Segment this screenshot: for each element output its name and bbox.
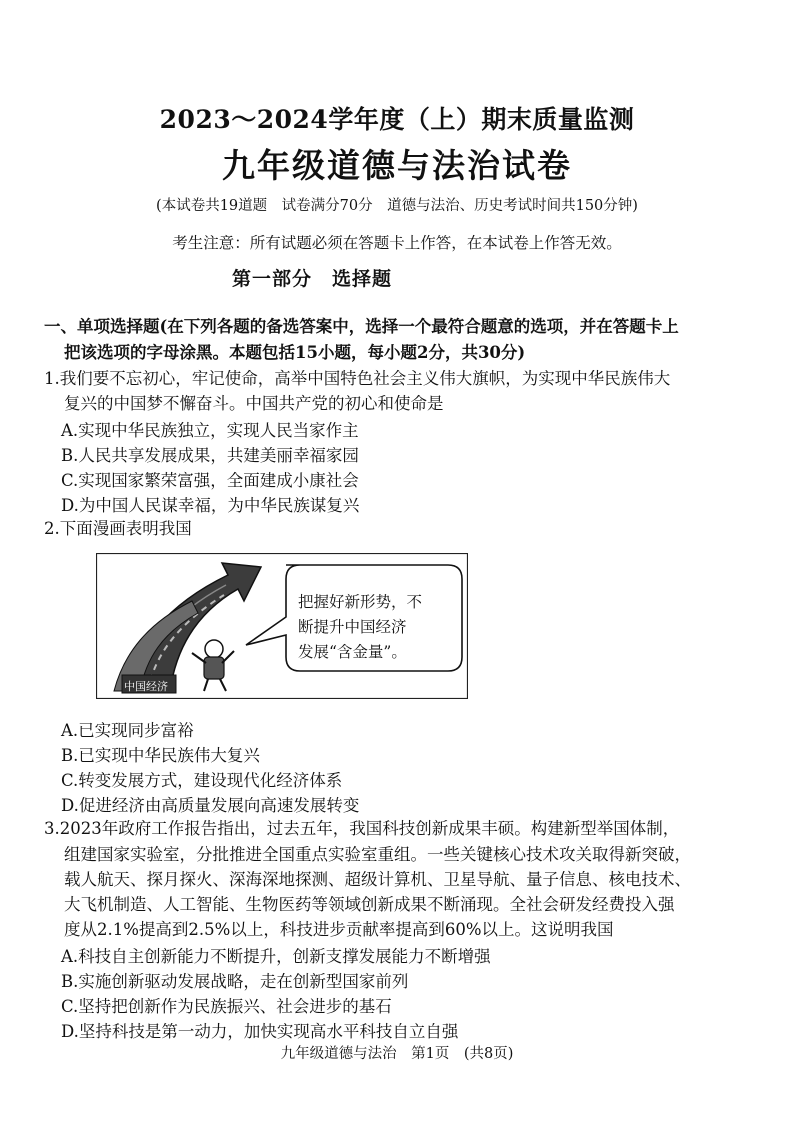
q2-option-b: B.已实现中华民族伟大复兴 <box>61 746 260 765</box>
section-instructions-line1: 一、单项选择题(在下列各题的备选答案中，选择一个最符合题意的选项，并在答题卡上 <box>44 317 679 336</box>
q1-stem-line1: 1.我们要不忘初心，牢记使命，高举中国特色社会主义伟大旗帜，为实现中华民族伟大 <box>44 369 671 388</box>
q3-option-c: C.坚持把创新作为民族振兴、社会进步的基石 <box>61 997 392 1016</box>
cartoon-label: 中国经济 <box>124 680 168 693</box>
q3-stem-line3: 载人航天、探月探火、深海深地探测、超级计算机、卫星导航、量子信息、核电技术、 <box>64 870 691 889</box>
part-title: 第一部分 选择题 <box>232 268 393 290</box>
cartoon-speech-line3: 发展“含金量”。 <box>298 643 407 661</box>
q2-option-a: A.已实现同步富裕 <box>61 721 194 740</box>
q2-stem-line1: 2.下面漫画表明我国 <box>44 519 192 538</box>
q3-stem-line5: 度从2.1%提高到2.5%以上，科技进步贡献率提高到60%以上。这说明我国 <box>64 920 614 939</box>
cartoon-speech-text <box>298 590 422 665</box>
q1-stem-line2: 复兴的中国梦不懈奋斗。中国共产党的初心和使命是 <box>64 394 444 413</box>
q3-stem-line4: 大飞机制造、人工智能、生物医药等领域创新成果不断涌现。全社会研发经费投入强 <box>64 895 675 914</box>
q2-option-c: C.转变发展方式，建设现代化经济体系 <box>61 771 343 790</box>
cartoon-speech-line2: 断提升中国经济 <box>298 618 407 636</box>
worker-figure-icon <box>192 640 234 691</box>
exam-title-line2: 九年级道德与法治试卷 <box>222 146 572 185</box>
exam-title-line1: 2023～2024学年度（上）期末质量监测 <box>159 105 635 134</box>
section-instructions-line2: 把该选项的字母涂黑。本题包括15小题，每小题2分，共30分) <box>64 343 526 362</box>
q3-option-b: B.实施创新驱动发展战略，走在创新型国家前列 <box>61 972 409 991</box>
q1-option-c: C.实现国家繁荣富强，全面建成小康社会 <box>61 471 359 490</box>
q3-option-d: D.坚持科技是第一动力，加快实现高水平科技自立自强 <box>61 1022 459 1041</box>
candidate-notice: 考生注意：所有试题必须在答题卡上作答，在本试卷上作答无效。 <box>172 234 622 252</box>
q3-stem-line2: 组建国家实验室，分批推进全国重点实验室重组。一些关键核心技术攻关取得新突破， <box>64 845 691 864</box>
q3-stem-line1: 3.2023年政府工作报告指出，过去五年，我国科技创新成果丰硕。构建新型举国体制， <box>44 819 680 838</box>
page-footer: 九年级道德与法治 第1页 (共8页) <box>280 1046 514 1062</box>
q1-option-a: A.实现中华民族独立，实现人民当家作主 <box>61 421 359 440</box>
q1-option-b: B.人民共享发展成果，共建美丽幸福家园 <box>61 446 359 465</box>
exam-info: (本试卷共19道题 试卷满分70分 道德与法治、历史考试时间共150分钟) <box>156 198 638 214</box>
q3-option-a: A.科技自主创新能力不断提升，创新支撑发展能力不断增强 <box>61 947 491 966</box>
q2-option-d: D.促进经济由高质量发展向高速发展转变 <box>61 796 360 815</box>
cartoon-speech-line1: 把握好新形势，不 <box>298 593 423 611</box>
q1-option-d: D.为中国人民谋幸福，为中华民族谋复兴 <box>61 496 360 515</box>
